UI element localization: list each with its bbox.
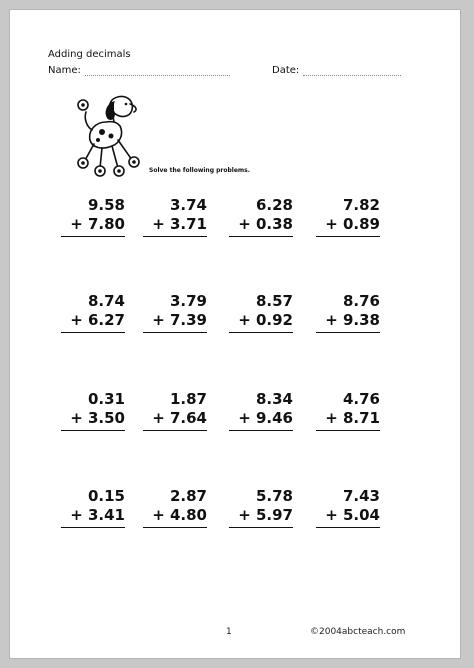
problem-addend-bottom: + 9.46 — [238, 409, 293, 427]
answer-line — [316, 430, 380, 431]
addition-problem — [229, 196, 293, 238]
problem-addend-top: 4.76 — [342, 390, 380, 408]
addition-problem — [143, 292, 207, 334]
problem-addend-top: 1.87 — [169, 390, 207, 408]
answer-line — [61, 332, 125, 333]
problem-addend-bottom: + 4.80 — [152, 506, 207, 524]
problem-addend-bottom: + 3.50 — [70, 409, 125, 427]
addition-problem — [61, 292, 125, 334]
name-label: Name: — [48, 65, 81, 76]
problem-addend-bottom: + 5.97 — [238, 506, 293, 524]
addition-problem — [61, 487, 125, 529]
addition-problem — [61, 196, 125, 238]
answer-line — [143, 527, 207, 528]
instructions-text: Solve the following problems. — [149, 167, 250, 174]
problem-addend-bottom: + 6.27 — [70, 311, 125, 329]
addition-problem — [316, 487, 380, 529]
problem-addend-top: 0.31 — [87, 390, 125, 408]
date-label: Date: — [272, 65, 300, 76]
answer-line — [61, 527, 125, 528]
addition-problem — [316, 390, 380, 432]
answer-line — [229, 527, 293, 528]
problem-addend-bottom: + 5.04 — [325, 506, 380, 524]
addition-problem — [229, 292, 293, 334]
poodle-icon — [62, 88, 158, 184]
problem-addend-bottom: + 7.39 — [152, 311, 207, 329]
problem-addend-top: 3.74 — [169, 196, 207, 214]
page-number: 1 — [226, 627, 232, 637]
problem-addend-top: 9.58 — [87, 196, 125, 214]
worksheet-topic: Adding decimals — [48, 49, 131, 60]
answer-line — [61, 430, 125, 431]
problem-addend-top: 8.57 — [255, 292, 293, 310]
worksheet-page — [10, 10, 460, 658]
problem-addend-bottom: + 3.71 — [152, 215, 207, 233]
problem-addend-bottom: + 3.41 — [70, 506, 125, 524]
problem-addend-top: 8.74 — [87, 292, 125, 310]
problem-addend-bottom: + 9.38 — [325, 311, 380, 329]
addition-problem — [229, 487, 293, 529]
problem-addend-bottom: + 0.89 — [325, 215, 380, 233]
problem-addend-bottom: + 7.64 — [152, 409, 207, 427]
addition-problem — [61, 390, 125, 432]
problem-addend-top: 8.34 — [255, 390, 293, 408]
problem-addend-top: 7.43 — [342, 487, 380, 505]
answer-line — [229, 332, 293, 333]
copyright-text: ©2004abcteach.com — [310, 627, 406, 637]
answer-line — [316, 236, 380, 237]
name-field — [48, 65, 230, 76]
addition-problem — [143, 196, 207, 238]
problem-addend-top: 6.28 — [255, 196, 293, 214]
answer-line — [316, 332, 380, 333]
problem-addend-top: 8.76 — [342, 292, 380, 310]
addition-problem — [229, 390, 293, 432]
problem-addend-top: 5.78 — [255, 487, 293, 505]
addition-problem — [143, 487, 207, 529]
date-field — [272, 65, 401, 76]
problem-addend-bottom: + 8.71 — [325, 409, 380, 427]
answer-line — [143, 332, 207, 333]
answer-line — [61, 236, 125, 237]
answer-line — [229, 430, 293, 431]
problem-addend-top: 3.79 — [169, 292, 207, 310]
problem-addend-top: 7.82 — [342, 196, 380, 214]
answer-line — [143, 236, 207, 237]
addition-problem — [316, 196, 380, 238]
problem-addend-top: 2.87 — [169, 487, 207, 505]
date-blank-line — [303, 65, 401, 76]
problem-addend-bottom: + 0.38 — [238, 215, 293, 233]
problem-addend-bottom: + 7.80 — [70, 215, 125, 233]
addition-problem — [316, 292, 380, 334]
answer-line — [316, 527, 380, 528]
answer-line — [143, 430, 207, 431]
answer-line — [229, 236, 293, 237]
problem-addend-bottom: + 0.92 — [238, 311, 293, 329]
addition-problem — [143, 390, 207, 432]
problem-addend-top: 0.15 — [87, 487, 125, 505]
name-blank-line — [85, 65, 230, 76]
